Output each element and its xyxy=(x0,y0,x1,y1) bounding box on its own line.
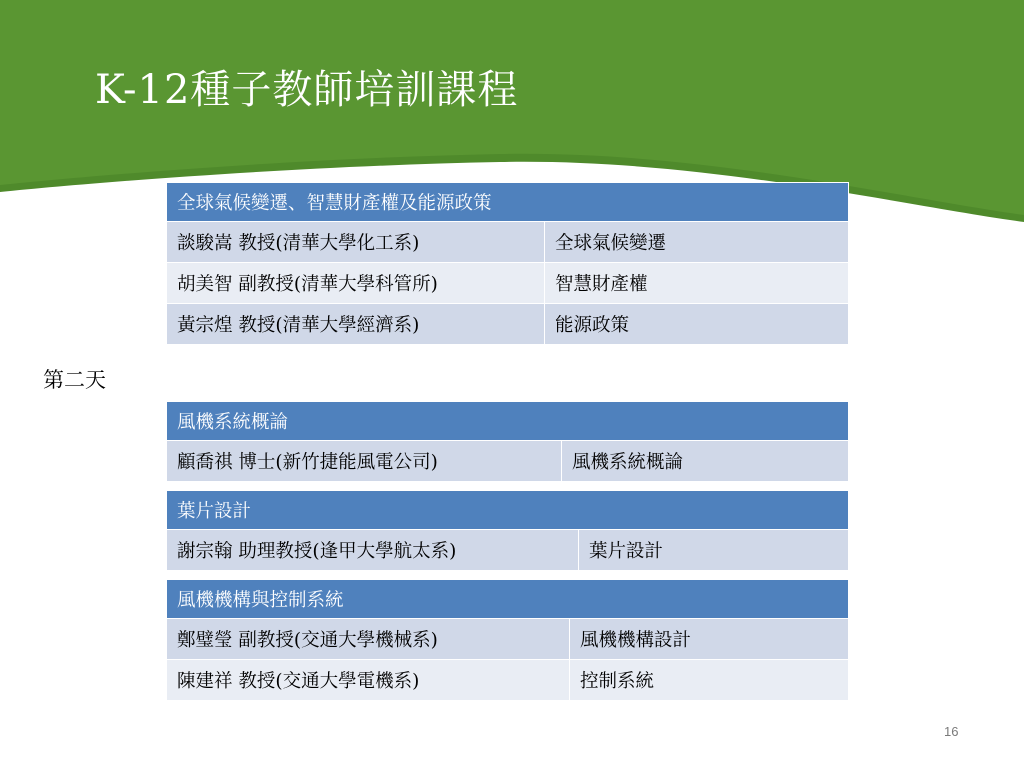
slide-title: K-12種子教師培訓課程 xyxy=(95,67,519,113)
table-header: 風機機構與控制系統 xyxy=(167,580,849,619)
course-table-mechanism-control xyxy=(166,579,849,701)
table-row xyxy=(167,263,849,304)
topic-cell: 風機系統概論 xyxy=(562,441,849,482)
speaker-cell: 談駿嵩 教授(清華大學化工系) xyxy=(167,222,545,263)
speaker-cell: 鄭璧瑩 副教授(交通大學機械系) xyxy=(167,619,570,660)
table-header-row xyxy=(167,580,849,619)
speaker-cell: 顧喬祺 博士(新竹捷能風電公司) xyxy=(167,441,562,482)
course-table-blade-design xyxy=(166,490,849,571)
topic-cell: 全球氣候變遷 xyxy=(545,222,849,263)
day-label: 第二天 xyxy=(43,368,106,392)
table-header: 風機系統概論 xyxy=(167,402,849,441)
table-header: 葉片設計 xyxy=(167,491,849,530)
speaker-cell: 陳建祥 教授(交通大學電機系) xyxy=(167,660,570,701)
topic-cell: 葉片設計 xyxy=(579,530,849,571)
table-row xyxy=(167,660,849,701)
table-header-row xyxy=(167,491,849,530)
course-table-wind-system xyxy=(166,401,849,482)
table-row xyxy=(167,619,849,660)
table-row xyxy=(167,304,849,345)
page-number: 16 xyxy=(944,724,959,739)
topic-cell: 風機機構設計 xyxy=(570,619,849,660)
topic-cell: 能源政策 xyxy=(545,304,849,345)
speaker-cell: 黃宗煌 教授(清華大學經濟系) xyxy=(167,304,545,345)
topic-cell: 控制系統 xyxy=(570,660,849,701)
speaker-cell: 謝宗翰 助理教授(逢甲大學航太系) xyxy=(167,530,579,571)
table-header-row xyxy=(167,402,849,441)
table-row xyxy=(167,530,849,571)
table-row xyxy=(167,222,849,263)
speaker-cell: 胡美智 副教授(清華大學科管所) xyxy=(167,263,545,304)
topic-cell: 智慧財產權 xyxy=(545,263,849,304)
table-header-row xyxy=(167,183,849,222)
table-header: 全球氣候變遷、智慧財產權及能源政策 xyxy=(167,183,849,222)
table-row xyxy=(167,441,849,482)
course-table-climate-ip-energy xyxy=(166,182,849,345)
